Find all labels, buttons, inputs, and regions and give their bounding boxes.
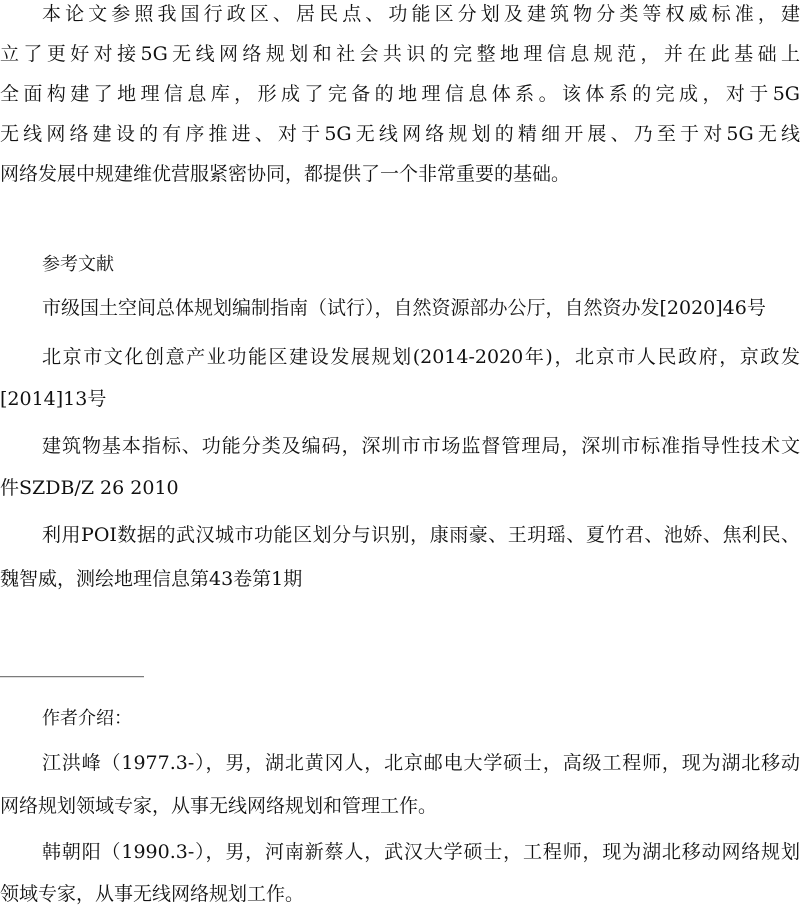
author-line: 韩朝阳（1990.3-），男，河南新蔡人，武汉大学硕士，工程师，现为湖北移动网络规划 (42, 841, 800, 863)
reference-line: 件SZDB/Z 26 2010 (0, 477, 179, 499)
references-heading: 参考文献 (42, 254, 114, 275)
reference-line: 市级国土空间总体规划编制指南（试行），自然资源部办公厅，自然资办发[2020]46号 (42, 297, 766, 319)
reference-line: 利用POI数据的武汉城市功能区划分与识别，康雨豪、王玥瑶、夏竹君、池娇、焦利民、 (42, 524, 800, 546)
author-intro-heading: 作者介绍： (42, 708, 132, 729)
author-line: 领域专家，从事无线网络规划工作。 (0, 883, 305, 905)
reference-line: 北京市文化创意产业功能区建设发展规划(2014-2020年)，北京市人民政府，京政发 (42, 346, 800, 368)
reference-line: 建筑物基本指标、功能分类及编码，深圳市市场监督管理局，深圳市标准指导性技术文 (42, 435, 800, 457)
paragraph-line: 本论文参照我国行政区、居民点、功能区分划及建筑物分类等权威标准，建 (42, 3, 800, 25)
footnote-separator: ________________ (0, 657, 144, 678)
paragraph-line: 网络发展中规建维优营服紧密协同，都提供了一个非常重要的基础。 (0, 163, 571, 185)
author-line: 网络规划领域专家，从事无线网络规划和管理工作。 (0, 795, 438, 817)
author-line: 江洪峰（1977.3-），男，湖北黄冈人，北京邮电大学硕士，高级工程师，现为湖北移动 (42, 752, 800, 774)
reference-line: [2014]13号 (0, 388, 107, 410)
paragraph-line: 全面构建了地理信息库，形成了完备的地理信息体系。该体系的完成，对于5G (0, 83, 800, 105)
reference-line: 魏智威，测绘地理信息第43卷第1期 (0, 568, 303, 590)
paragraph-line: 立了更好对接5G无线网络规划和社会共识的完整地理信息规范，并在此基础上 (0, 43, 800, 65)
paragraph-line: 无线网络建设的有序推进、对于5G无线网络规划的精细开展、乃至于对5G无线 (0, 123, 800, 145)
